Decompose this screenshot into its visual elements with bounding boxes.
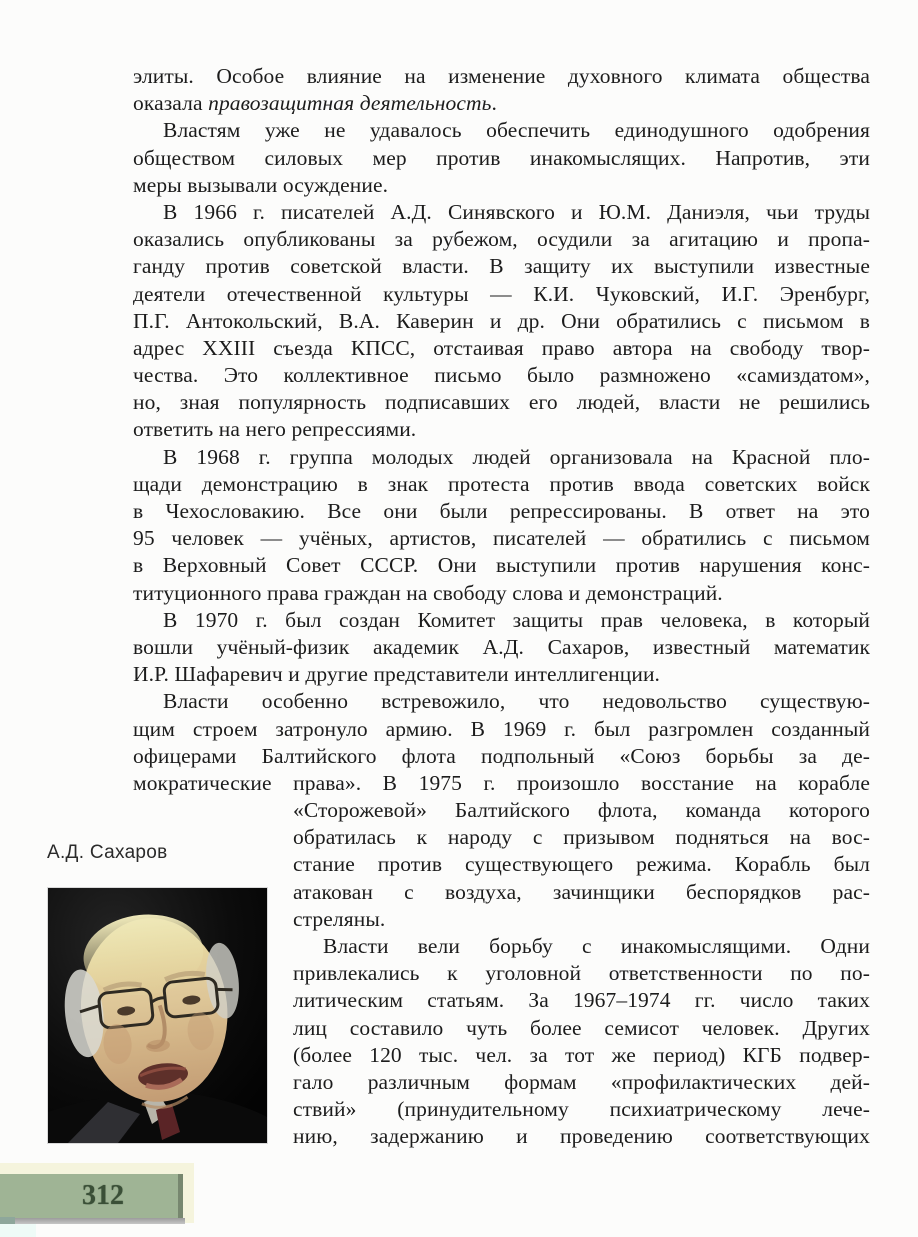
- text-line: [133, 688, 870, 715]
- text-line: [133, 444, 870, 471]
- text-line: [133, 117, 870, 144]
- text-segment: но, зная популярность подписавших его людей, власти не решились: [133, 390, 870, 415]
- text-segment: мократические права». В 1975 г. произошло восстание на корабле: [133, 770, 870, 795]
- text-line: [293, 1042, 870, 1069]
- text-segment: оказала: [133, 91, 209, 116]
- text-line: [133, 308, 870, 335]
- text-segment: .: [491, 91, 498, 116]
- text-segment: атакован с воздуха, зачинщики беспорядков рас-: [293, 879, 870, 904]
- text-line: [133, 63, 870, 90]
- text-segment: офицерами Балтийского флота подпольный «Союз борьбы за де-: [133, 743, 870, 768]
- text-segment: В 1966 г. писателей А.Д. Синявского и Ю.М. Даниэля, чьи труды: [163, 199, 870, 224]
- text-segment: меры вызывали осуждение.: [133, 172, 389, 197]
- text-line: [133, 226, 870, 253]
- text-segment: в Верховный Совет СССР. Они выступили против нарушения конс-: [133, 553, 870, 578]
- text-segment: нию, задержанию и проведению соответствующих: [293, 1124, 870, 1149]
- text-line: [133, 172, 870, 199]
- text-line: [133, 716, 870, 743]
- text-segment: литическим статьям. За 1967–1974 гг. число таких: [293, 988, 870, 1013]
- text-line: [293, 851, 870, 878]
- text-segment: обществом силовых мер против инакомыслящих. Напротив, эти: [133, 145, 870, 170]
- text-segment: титуционного права граждан на свободу слова и демонстраций.: [133, 580, 723, 605]
- text-line: [133, 607, 870, 634]
- text-segment: оказались опубликованы за рубежом, осудили за агитацию и пропа-: [133, 227, 870, 252]
- text-segment: адрес XXIII съезда КПСС, отстаивая право автора на свободу твор-: [133, 335, 870, 360]
- italic-term: правозащитная деятельность: [208, 91, 492, 116]
- text-segment: Власти вели борьбу с инакомыслящими. Одни: [323, 934, 870, 958]
- sakharov-photo: [48, 888, 267, 1143]
- text-segment: В 1968 г. группа молодых людей организовала на Красной пло-: [163, 444, 870, 469]
- text-line: [133, 199, 870, 226]
- text-line: [133, 471, 870, 498]
- text-line: [293, 960, 870, 987]
- text-line: [133, 389, 870, 416]
- text-segment: щади демонстрацию в знак протеста против ввода советских войск: [133, 471, 870, 496]
- text-line: [133, 281, 870, 308]
- text-segment: И.Р. Шафаревич и другие представители интеллигенции.: [133, 662, 661, 687]
- text-line: [133, 253, 870, 280]
- text-segment: гало различным формам «профилактических дей-: [293, 1069, 870, 1094]
- text-line: [133, 743, 870, 770]
- text-line: [293, 1096, 870, 1123]
- text-line: [293, 1069, 870, 1096]
- photo-caption: А.Д. Сахаров: [47, 842, 168, 863]
- text-segment: ствий» (принудительному психиатрическому лече-: [293, 1097, 870, 1122]
- text-line: [293, 824, 870, 851]
- text-line: [133, 525, 870, 552]
- text-line: [133, 362, 870, 389]
- text-segment: деятели отечественной культуры — К.И. Чуковский, И.Г. Эренбург,: [133, 281, 870, 306]
- text-line: [133, 770, 870, 797]
- text-segment: элиты. Особое влияние на изменение духовного климата общества: [133, 64, 870, 88]
- text-line: [133, 634, 870, 661]
- sakharov-portrait-illustration: [48, 888, 267, 1143]
- text-line: [293, 879, 870, 906]
- text-line: [133, 580, 870, 607]
- text-segment: лиц составило чуть более семисот человек. Других: [293, 1015, 870, 1040]
- text-line: [293, 797, 870, 824]
- text-line: [293, 906, 870, 933]
- text-line: [133, 335, 870, 362]
- text-line: [293, 987, 870, 1014]
- text-segment: щим строем затронуло армию. В 1969 г. был разгромлен созданный: [133, 716, 870, 741]
- text-line: [293, 1015, 870, 1042]
- text-segment: В 1970 г. был создан Комитет защиты прав человека, в который: [163, 607, 870, 632]
- text-line: [133, 416, 870, 443]
- text-line: [133, 661, 870, 688]
- text-segment: Власти особенно встревожило, что недовольство существую-: [163, 689, 870, 714]
- text-line: [293, 933, 870, 960]
- text-segment: обратилась к народу с призывом подняться на вос-: [293, 825, 870, 850]
- text-line: [133, 552, 870, 579]
- text-line: [133, 498, 870, 525]
- text-segment: стание против существующего режима. Корабль был: [293, 852, 870, 877]
- text-segment: ганду против советской власти. В защиту их выступили известные: [133, 254, 870, 279]
- text-segment: ответить на него репрессиями.: [133, 417, 417, 442]
- text-line: [293, 1123, 870, 1150]
- corner-mark-dark: [0, 1217, 15, 1224]
- text-segment: чества. Это коллективное письмо было размножено «самиздатом»,: [133, 363, 870, 388]
- text-segment: в Чехословакию. Все они были репрессированы. В ответ на это: [133, 499, 870, 523]
- pagenum-plate: [0, 1174, 183, 1218]
- text-segment: вошли учёный-физик академик А.Д. Сахаров, известный математик: [133, 634, 870, 659]
- text-segment: (более 120 тыс. чел. за тот же период) КГБ подвер-: [293, 1042, 870, 1067]
- text-segment: 95 человек — учёных, артистов, писателей — обратились с письмом: [133, 526, 870, 551]
- text-segment: Властям уже не удавалось обеспечить единодушного одобрения: [163, 118, 870, 143]
- text-segment: П.Г. Антокольский, В.А. Каверин и др. Они обратились с письмом в: [133, 308, 870, 333]
- text-segment: привлекались к уголовной ответственности по по-: [293, 961, 870, 986]
- corner-mark: [0, 1224, 36, 1237]
- text-line: [133, 145, 870, 172]
- text-line: [133, 90, 870, 117]
- page-number: 312: [82, 1180, 124, 1211]
- text-segment: стреляны.: [293, 906, 386, 931]
- text-segment: «Сторожевой» Балтийского флота, команда которого: [293, 798, 870, 823]
